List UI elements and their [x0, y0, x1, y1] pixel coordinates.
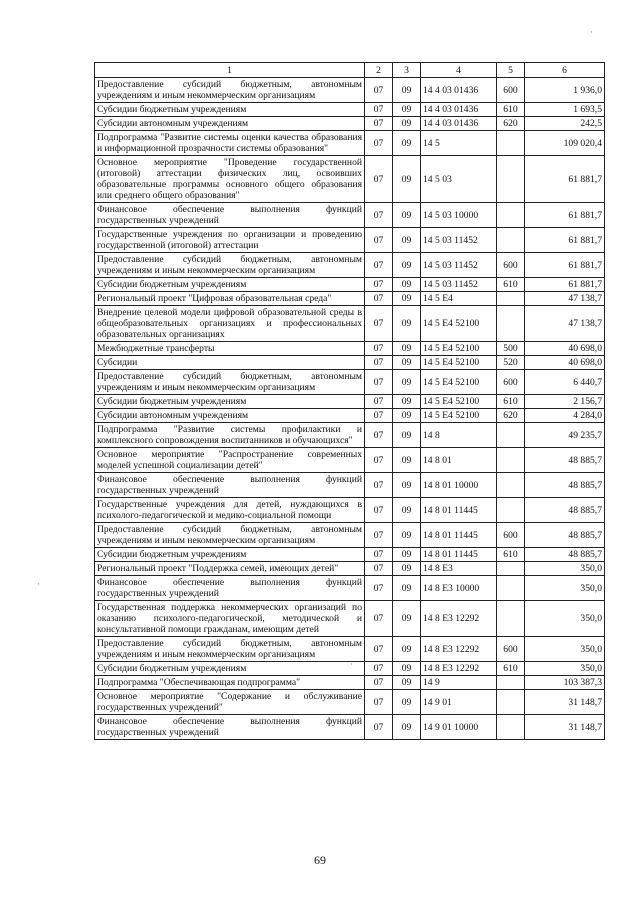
row-subsection: 09	[393, 601, 421, 637]
row-subsection: 09	[393, 662, 421, 676]
row-amount: 61 881,7	[525, 156, 605, 203]
row-subsection: 09	[393, 576, 421, 601]
table-row	[95, 690, 605, 715]
header-cell: 1	[95, 63, 365, 78]
row-name: Внедрение целевой модели цифровой образовательной среды в общеобразовательных организациях и профессиональных образовательных организациях	[95, 306, 365, 342]
table-row	[95, 253, 605, 278]
row-subsection: 09	[393, 156, 421, 203]
row-name: Государственная поддержка некоммерческих организаций по оказанию психолого-педагогической, методической и консультативной помощи гражданам, имеющим детей	[95, 601, 365, 637]
row-amount: 48 885,7	[525, 498, 605, 523]
row-section: 07	[365, 203, 393, 228]
row-expense-type: 610	[497, 548, 525, 562]
row-target-code: 14 5 E4 52100	[421, 306, 497, 342]
row-subsection: 09	[393, 562, 421, 576]
table-row	[95, 228, 605, 253]
row-section: 07	[365, 637, 393, 662]
row-target-code: 14 4 03 01436	[421, 103, 497, 117]
row-expense-type	[497, 690, 525, 715]
row-name: Основное мероприятие "Проведение государственной (итоговой) аттестации физических лиц, освоивших образовательные программы основного общего образования или среднего общего образования"	[95, 156, 365, 203]
row-name: Подпрограмма "Развитие системы профилактики и комплексного сопровождения воспитанников и обучающихся"	[95, 423, 365, 448]
row-expense-type	[497, 292, 525, 306]
row-amount: 48 885,7	[525, 473, 605, 498]
row-expense-type	[497, 306, 525, 342]
row-name: Субсидии бюджетным учреждениям	[95, 395, 365, 409]
row-target-code: 14 5	[421, 131, 497, 156]
row-target-code: 14 8 E3 12292	[421, 601, 497, 637]
row-target-code: 14 8 01 11445	[421, 498, 497, 523]
table-row	[95, 473, 605, 498]
row-target-code: 14 5 03 11452	[421, 228, 497, 253]
table-row	[95, 356, 605, 370]
row-target-code: 14 4 03 01436	[421, 117, 497, 131]
row-subsection: 09	[393, 423, 421, 448]
table-header-row	[95, 63, 605, 78]
row-subsection: 09	[393, 78, 421, 103]
row-section: 07	[365, 409, 393, 423]
header-cell: 3	[393, 63, 421, 78]
row-subsection: 09	[393, 690, 421, 715]
row-subsection: 09	[393, 548, 421, 562]
row-expense-type	[497, 715, 525, 740]
row-section: 07	[365, 370, 393, 395]
row-section: 07	[365, 676, 393, 690]
table-row	[95, 395, 605, 409]
row-amount: 350,0	[525, 562, 605, 576]
page-number: 69	[314, 853, 326, 867]
header-cell: 6	[525, 63, 605, 78]
table-row	[95, 548, 605, 562]
row-amount: 49 235,7	[525, 423, 605, 448]
row-subsection: 09	[393, 131, 421, 156]
row-section: 07	[365, 117, 393, 131]
row-target-code: 14 5 03 11452	[421, 278, 497, 292]
row-section: 07	[365, 423, 393, 448]
row-section: 07	[365, 473, 393, 498]
row-amount: 61 881,7	[525, 228, 605, 253]
row-amount: 350,0	[525, 662, 605, 676]
table-row	[95, 370, 605, 395]
row-section: 07	[365, 278, 393, 292]
row-expense-type	[497, 156, 525, 203]
budget-table-body	[95, 63, 605, 740]
row-subsection: 09	[393, 523, 421, 548]
row-name: Финансовое обеспечение выполнения функций государственных учреждений	[95, 473, 365, 498]
table-row	[95, 423, 605, 448]
row-amount: 350,0	[525, 601, 605, 637]
row-subsection: 09	[393, 278, 421, 292]
row-target-code: 14 5 E4 52100	[421, 395, 497, 409]
row-amount: 40 698,0	[525, 356, 605, 370]
row-section: 07	[365, 523, 393, 548]
row-target-code: 14 8 01	[421, 448, 497, 473]
row-subsection: 09	[393, 253, 421, 278]
row-target-code: 14 8 01 11445	[421, 548, 497, 562]
table-row	[95, 448, 605, 473]
row-expense-type: 610	[497, 278, 525, 292]
row-amount: 31 148,7	[525, 690, 605, 715]
row-name: Финансовое обеспечение выполнения функций государственных учреждений	[95, 715, 365, 740]
row-section: 07	[365, 576, 393, 601]
row-target-code: 14 9	[421, 676, 497, 690]
row-section: 07	[365, 715, 393, 740]
table-row	[95, 576, 605, 601]
row-expense-type: 500	[497, 342, 525, 356]
row-target-code: 14 5 E4 52100	[421, 409, 497, 423]
row-expense-type	[497, 562, 525, 576]
row-name: Финансовое обеспечение выполнения функций государственных учреждений	[95, 203, 365, 228]
row-name: Подпрограмма "Развитие системы оценки качества образования и информационной прозрачности системы образования"	[95, 131, 365, 156]
row-subsection: 09	[393, 409, 421, 423]
row-subsection: 09	[393, 448, 421, 473]
row-expense-type	[497, 498, 525, 523]
row-name: Межбюджетные трансферты	[95, 342, 365, 356]
row-name: Субсидии бюджетным учреждениям	[95, 278, 365, 292]
row-target-code: 14 8 01 10000	[421, 473, 497, 498]
table-row	[95, 117, 605, 131]
row-subsection: 09	[393, 292, 421, 306]
row-amount: 48 885,7	[525, 548, 605, 562]
row-target-code: 14 4 03 01436	[421, 78, 497, 103]
row-expense-type	[497, 131, 525, 156]
row-expense-type: 520	[497, 356, 525, 370]
row-amount: 31 148,7	[525, 715, 605, 740]
row-target-code: 14 5 03 10000	[421, 203, 497, 228]
table-row	[95, 409, 605, 423]
row-amount: 2 156,7	[525, 395, 605, 409]
row-subsection: 09	[393, 228, 421, 253]
table-row	[95, 562, 605, 576]
row-amount: 4 284,0	[525, 409, 605, 423]
table-row	[95, 498, 605, 523]
row-amount: 61 881,7	[525, 253, 605, 278]
row-subsection: 09	[393, 117, 421, 131]
row-expense-type	[497, 473, 525, 498]
row-name: Предоставление субсидий бюджетным, автономным учреждениям и иным некоммерческим организациям	[95, 253, 365, 278]
table-row	[95, 306, 605, 342]
row-expense-type: 600	[497, 523, 525, 548]
row-target-code: 14 8 E3 12292	[421, 637, 497, 662]
row-target-code: 14 5 03	[421, 156, 497, 203]
row-name: Субсидии бюджетным учреждениям	[95, 548, 365, 562]
row-name: Предоставление субсидий бюджетным, автономным учреждениям и иным некоммерческим организациям	[95, 637, 365, 662]
table-row	[95, 601, 605, 637]
row-section: 07	[365, 548, 393, 562]
row-subsection: 09	[393, 306, 421, 342]
table-row	[95, 715, 605, 740]
row-amount: 48 885,7	[525, 523, 605, 548]
row-name: Основное мероприятие "Содержание и обслуживание государственных учреждений"	[95, 690, 365, 715]
row-subsection: 09	[393, 103, 421, 117]
row-name: Субсидии бюджетным учреждениям	[95, 662, 365, 676]
row-subsection: 09	[393, 637, 421, 662]
row-subsection: 09	[393, 473, 421, 498]
row-name: Региональный проект "Поддержка семей, имеющих детей"	[95, 562, 365, 576]
row-section: 07	[365, 131, 393, 156]
table-row	[95, 292, 605, 306]
row-name: Предоставление субсидий бюджетным, автономным учреждениям и иным некоммерческим организациям	[95, 523, 365, 548]
row-section: 07	[365, 448, 393, 473]
row-expense-type: 600	[497, 637, 525, 662]
header-cell: 5	[497, 63, 525, 78]
row-subsection: 09	[393, 342, 421, 356]
row-target-code: 14 8	[421, 423, 497, 448]
row-section: 07	[365, 228, 393, 253]
row-name: Предоставление субсидий бюджетным, автономным учреждениям и иным некоммерческим организациям	[95, 78, 365, 103]
header-cell: 2	[365, 63, 393, 78]
row-subsection: 09	[393, 356, 421, 370]
row-amount: 242,5	[525, 117, 605, 131]
row-expense-type: 610	[497, 103, 525, 117]
row-target-code: 14 8 E3 10000	[421, 576, 497, 601]
row-section: 07	[365, 662, 393, 676]
row-expense-type: 600	[497, 370, 525, 395]
row-amount: 6 440,7	[525, 370, 605, 395]
row-name: Основное мероприятие "Распространение современных моделей успешной социализации детей"	[95, 448, 365, 473]
row-target-code: 14 8 E3	[421, 562, 497, 576]
row-section: 07	[365, 103, 393, 117]
table-row	[95, 523, 605, 548]
row-section: 07	[365, 601, 393, 637]
row-section: 07	[365, 306, 393, 342]
table-row	[95, 156, 605, 203]
row-target-code: 14 9 01 10000	[421, 715, 497, 740]
row-subsection: 09	[393, 395, 421, 409]
table-row	[95, 203, 605, 228]
row-amount: 350,0	[525, 576, 605, 601]
table-row	[95, 342, 605, 356]
row-expense-type: 610	[497, 395, 525, 409]
row-amount: 61 881,7	[525, 203, 605, 228]
table-row	[95, 278, 605, 292]
row-name: Предоставление субсидий бюджетным, автономным учреждениям и иным некоммерческим организациям	[95, 370, 365, 395]
row-amount: 103 387,3	[525, 676, 605, 690]
row-expense-type	[497, 203, 525, 228]
row-name: Субсидии автономным учреждениям	[95, 117, 365, 131]
row-target-code: 14 5 E4	[421, 292, 497, 306]
row-expense-type	[497, 676, 525, 690]
row-name: Региональный проект "Цифровая образовательная среда"	[95, 292, 365, 306]
table-row	[95, 78, 605, 103]
row-name: Субсидии автономным учреждениям	[95, 409, 365, 423]
row-subsection: 09	[393, 203, 421, 228]
row-subsection: 09	[393, 676, 421, 690]
scan-speck: ·	[350, 659, 353, 669]
row-section: 07	[365, 156, 393, 203]
scan-speck: ·	[590, 27, 593, 37]
row-name: Подпрограмма "Обеспечивающая подпрограмма"	[95, 676, 365, 690]
row-amount: 1 936,0	[525, 78, 605, 103]
budget-table	[94, 62, 605, 740]
row-name: Субсидии бюджетным учреждениям	[95, 103, 365, 117]
row-target-code: 14 8 E3 12292	[421, 662, 497, 676]
table-row	[95, 131, 605, 156]
row-name: Государственные учреждения для детей, нуждающихся в психолого-педагогической и медико-социальной помощи	[95, 498, 365, 523]
row-subsection: 09	[393, 370, 421, 395]
row-expense-type: 600	[497, 78, 525, 103]
row-target-code: 14 5 E4 52100	[421, 356, 497, 370]
row-expense-type: 620	[497, 409, 525, 423]
row-amount: 48 885,7	[525, 448, 605, 473]
row-amount: 61 881,7	[525, 278, 605, 292]
row-amount: 47 138,7	[525, 292, 605, 306]
row-amount: 350,0	[525, 637, 605, 662]
row-name: Государственные учреждения по организации и проведению государственной (итоговой) аттестации	[95, 228, 365, 253]
row-subsection: 09	[393, 498, 421, 523]
row-section: 07	[365, 78, 393, 103]
row-expense-type	[497, 423, 525, 448]
row-section: 07	[365, 253, 393, 278]
row-expense-type	[497, 448, 525, 473]
header-cell: 4	[421, 63, 497, 78]
row-expense-type: 600	[497, 253, 525, 278]
row-amount: 40 698,0	[525, 342, 605, 356]
table-row	[95, 637, 605, 662]
row-amount: 47 138,7	[525, 306, 605, 342]
row-section: 07	[365, 342, 393, 356]
row-section: 07	[365, 498, 393, 523]
row-name: Субсидии	[95, 356, 365, 370]
row-section: 07	[365, 356, 393, 370]
row-target-code: 14 8 01 11445	[421, 523, 497, 548]
row-subsection: 09	[393, 715, 421, 740]
scan-speck: ·	[37, 579, 40, 589]
row-expense-type: 620	[497, 117, 525, 131]
table-row	[95, 676, 605, 690]
row-expense-type	[497, 601, 525, 637]
row-amount: 109 020,4	[525, 131, 605, 156]
row-target-code: 14 5 E4 52100	[421, 370, 497, 395]
row-section: 07	[365, 562, 393, 576]
row-expense-type: 610	[497, 662, 525, 676]
table-row	[95, 103, 605, 117]
row-target-code: 14 9 01	[421, 690, 497, 715]
row-target-code: 14 5 E4 52100	[421, 342, 497, 356]
row-expense-type	[497, 576, 525, 601]
row-name: Финансовое обеспечение выполнения функций государственных учреждений	[95, 576, 365, 601]
row-amount: 1 693,5	[525, 103, 605, 117]
row-expense-type	[497, 228, 525, 253]
row-section: 07	[365, 690, 393, 715]
row-target-code: 14 5 03 11452	[421, 253, 497, 278]
row-section: 07	[365, 292, 393, 306]
row-section: 07	[365, 395, 393, 409]
